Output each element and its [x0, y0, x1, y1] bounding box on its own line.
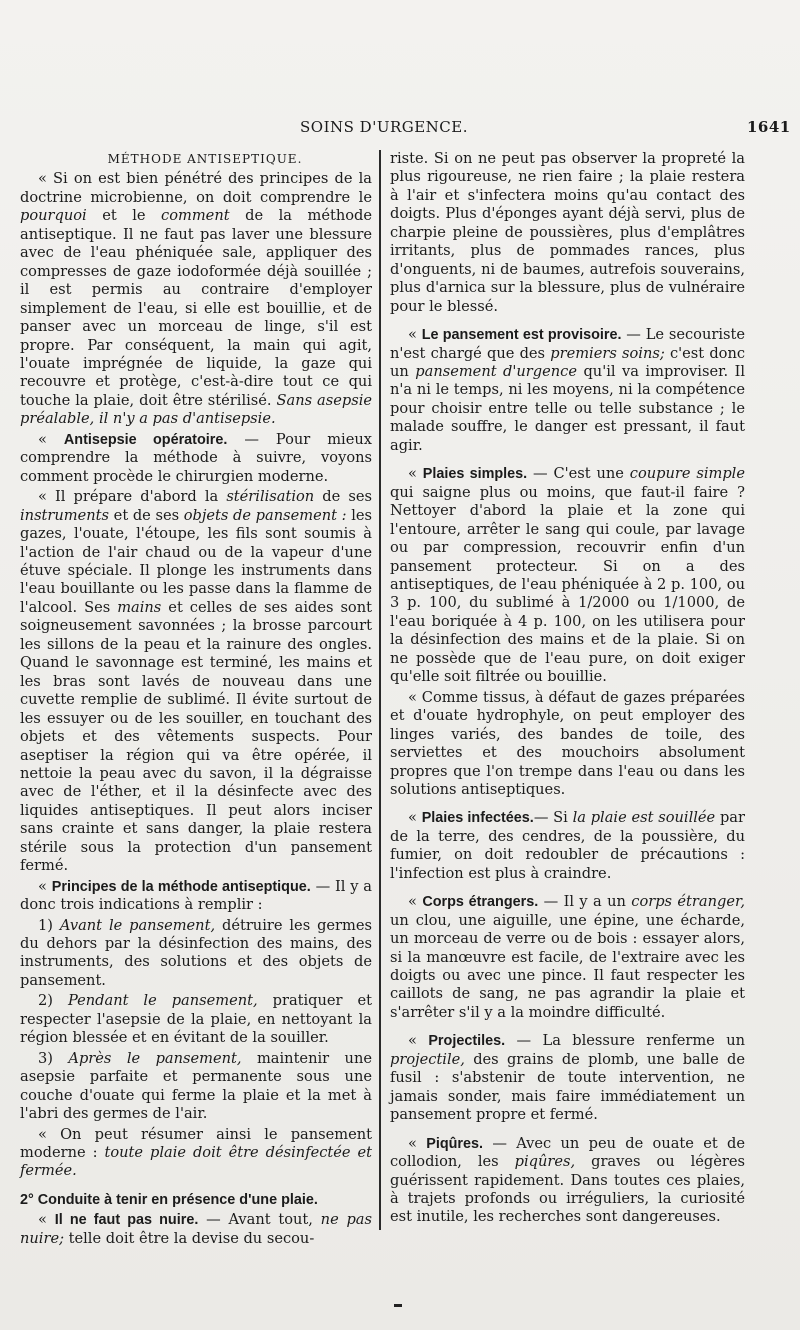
- paragraph: « Principes de la méthode antiseptique. — Il y a donc trois indications à remplir :: [20, 877, 373, 914]
- paragraph: « Projectiles. — La blessure renferme un projectile, des grains de plomb, une balle de fusil : s'abstenir de toute intervention, ne jamais sonder, mais faire immédiatement un pansement propre et fermé.: [390, 1032, 745, 1124]
- column-divider: [379, 150, 381, 1230]
- footer-mark: [394, 1304, 402, 1307]
- section-title: MÉTHODE ANTISEPTIQUE.: [107, 152, 303, 166]
- subheading: Antisepsie opératoire.: [63, 431, 228, 448]
- left-column: [20, 150, 372, 1248]
- paragraph: « Piqûres. — Avec un peu de ouate et de collodion, les piqûres, graves ou légères guérissent rapidement. Dans toutes ces plaies, à trajets profonds ou irréguliers, la curiosité est inutile, les recherches sont dangereuses.: [390, 1134, 745, 1226]
- running-head: [0, 118, 800, 138]
- paragraph: « Il prépare d'abord la stérilisation de ses instruments et de ses objets de pansement : les gazes, l'ouate, l'étoupe, les fils sont soumis à l'action de l'air chaud ou de la vapeur d'une étuve spéciale. Il plonge les instruments dans l'eau bouillante ou les passe dans la flamme de l'alcool. Ses mains et celles de ses aides sont soigneusement savonnées ; la brosse parcourt les sillons de la peau et la rainure des ongles. Quand le savonnage est terminé, les mains et les bras sont lavés de nouveau dans une cuvette remplie de sublimé. Il évite surtout de les essuyer ou de les souiller, en touchant des objets et des vêtements suspects. Pour aseptiser la région qui va être opérée, il nettoie la peau avec du savon, il la dégraisse avec de l'éther, et il la désinfecte avec des liquides antiseptiques. Il peut alors inciser sans crainte et sans danger, la plaie restera stérile sous la protection d'un pansement fermé.: [20, 488, 373, 875]
- paragraph: « Corps étrangers. — Il y a un corps étranger, un clou, une aiguille, une épine, une écharde, un morceau de verre ou de bois : essayer alors, si la manœuvre est facile, de l'extraire avec les doigts ou avec une pince. Il faut respecter les caillots de sang, ne pas agrandir la plaie et s'arrêter s'il y a la moindre difficulté.: [390, 893, 745, 1021]
- list-item: 2) Pendant le pansement, pratiquer et respecter l'asepsie de la plaie, en nettoyant la région blessée et en évitant de la souiller.: [20, 992, 372, 1047]
- paragraph: riste. Si on ne peut pas observer la propreté la plus rigoureuse, ne rien faire ; la plaie restera à l'air et s'infectera moins qu'au contact des doigts. Plus d'éponges ayant déjà servi, plus de charpie pleine de poussières, plus d'emplâtres irritants, plus de pommades rances, plus d'onguents, ni de baumes, autrefois souverains, plus d'arnica sur la blessure, plus de vulnéraire pour le blessé.: [390, 150, 745, 315]
- subheading: Plaies simples.: [422, 466, 528, 483]
- list-item: 3) Après le pansement, maintenir une asepsie parfaite et permanente sous une couche d'ouate qui ferme la plaie et la met à l'abri des germes de l'air.: [20, 1049, 372, 1123]
- subheading: Le pansement est provisoire.: [421, 327, 622, 344]
- subheading: Plaies infectées.: [421, 810, 534, 827]
- section-heading: 2° Conduite à tenir en présence d'une plaie.: [20, 1191, 318, 1208]
- subheading: Piqûres.: [426, 1135, 484, 1152]
- subheading: Projectiles.: [428, 1033, 506, 1050]
- page-number: 1641: [747, 118, 791, 136]
- right-column: [390, 150, 745, 1227]
- running-title: SOINS D'URGENCE.: [300, 118, 469, 136]
- subheading: Corps étrangers.: [422, 894, 539, 911]
- list-item: 1) Avant le pansement, détruire les germes du dehors par la désinfection des mains, des instruments, des solutions et des objets de pansement.: [20, 916, 372, 989]
- paragraph: « Si on est bien pénétré des principes de la doctrine microbienne, on doit comprendre le pourquoi et le comment de la méthode antiseptique. Il ne faut pas laver une blessure avec de l'eau phéniquée sale, appliquer des compresses de gaze iodoformée déjà souillée ; il est permis au contraire d'employer simplement de l'eau, si elle est bouillie, et de panser avec un morceau de linge, s'il est propre. Par conséquent, la main qui agit, l'ouate imprégnée de liquide, la gaze qui recouvre et protège, c'est-à-dire tout ce qui touche la plaie, doit être stérilisé. Sans asepsie préalable, il n'y a pas d'antisepsie.: [20, 170, 372, 428]
- paragraph: « Le pansement est provisoire. — Le secouriste n'est chargé que des premiers soins; c'est donc un pansement d'urgence qu'il va improviser. Il n'a ni le temps, ni les moyens, ni la compétence pour choisir entre telle ou telle substance ; le malade souffre, le danger est pressant, il faut agir.: [390, 326, 746, 454]
- paragraph: « On peut résumer ainsi le pansement moderne : toute plaie doit être désinfectée et fermée.: [20, 1125, 373, 1180]
- paragraph: « Antisepsie opératoire. — Pour mieux comprendre la méthode à suivre, voyons comment procède le chirurgien moderne.: [20, 430, 372, 485]
- paragraph: « Plaies infectées.— Si la plaie est souillée par de la terre, des cendres, de la poussière, du fumier, on doit redoubler de précautions : l'infection est plus à craindre.: [390, 809, 745, 882]
- subheading: Principes de la méthode antiseptique.: [51, 878, 311, 895]
- paragraph: « Il ne faut pas nuire. — Avant tout, ne pas nuire; telle doit être la devise du secou-: [20, 1211, 372, 1247]
- paragraph: « Plaies simples. — C'est une coupure simple qui saigne plus ou moins, que faut-il faire ? Nettoyer d'abord la plaie et la zone qui l'entoure, arrêter le sang qui coule, par lavage ou par compression, recouvrir enfin d'un pansement protecteur. Si on a des antiseptiques, de l'eau phéniquée à 2 p. 100, ou 3 p. 100, du sublimé à 1/2000 ou 1/1000, de l'eau boriquée à 4 p. 100, on les utilisera pour la désinfection des mains et de la plaie. Si on ne possède que de l'eau pure, on doit exiger qu'elle soit filtrée ou bouillie.: [390, 465, 745, 686]
- paragraph: « Comme tissus, à défaut de gazes préparées et d'ouate hydrophyle, on peut employer des linges variés, des bandes de toile, des serviettes et des mouchoirs absolument propres que l'on trempe dans l'eau ou dans les solutions antiseptiques.: [390, 688, 745, 798]
- subheading: Il ne faut pas nuire.: [54, 1212, 199, 1229]
